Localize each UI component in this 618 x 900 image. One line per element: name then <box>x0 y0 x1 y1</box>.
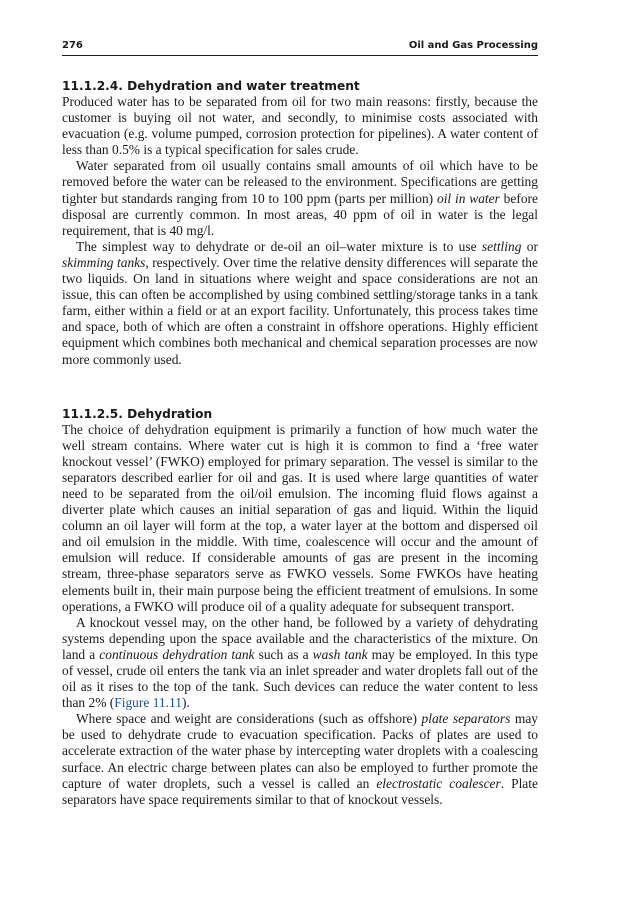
section-heading-dehydration: 11.1.2.5. Dehydration <box>62 406 213 421</box>
paragraph: The choice of dehydration equipment is primarily a function of how much water the well stream contains. Where water cut is high it is common to find a ‘free water knockout vessel’ (FWKO) employed for primary separation. The vessel is similar to the separators described earlier for oil and gas. It is used where large quantities of water need to be separated from the oil/oil emulsion. The incoming fluid flows against a diverter plate which causes an initial separation of gas and liquid. Within the liquid column an oil layer will form at the top, a water layer at the bottom and dispersed oil and oil emulsion in the middle. With time, coalescence will occur and the amount of emulsion will reduce. If considerable amounts of gas are present in the incoming stream, three-phase separators serve as FWKO vessels. Some FWKOs have heating elements built in, their main purpose being the efficient treatment of emulsions. In some operations, a FWKO will produce oil of a quality adequate for subsequent transport. <box>62 421 538 614</box>
paragraph: Water separated from oil usually contains small amounts of oil which have to be removed before the water can be released to the environment. Specifications are getting tighter but standards ranging from 10 to 100 ppm (parts per million) oil in water before disposal are currently common. In most areas, 40 ppm of oil in water is the legal requirement, that is 40 mg/l. <box>62 158 538 238</box>
emphasis-term: settling <box>481 238 522 254</box>
emphasis-term: wash tank <box>312 646 368 662</box>
emphasis-term: oil in water <box>436 190 500 206</box>
page-number: 276 <box>62 40 83 51</box>
paragraph: Where space and weight are considerations (such as offshore) plate separators may be used to dehydrate crude to evacuation specification. Packs of plates are used to accelerate extraction of the water phase by intercepting water droplets with a coalescing surface. An electric charge between plates can also be employed to further promote the capture of water droplets, such a vessel is called an electrostatic coalescer. Plate separators have space requirements similar to that of knockout vessels. <box>62 711 539 807</box>
emphasis-term: plate separators <box>421 711 511 727</box>
running-title: Oil and Gas Processing <box>408 40 538 51</box>
page <box>62 40 538 808</box>
paragraph: A knockout vessel may, on the other hand, be followed by a variety of dehydrating systems depending upon the space available and the characteristics of the mixture. On land a continuous dehydration tank such as a wash tank may be employed. In this type of vessel, crude oil enters the tank via an inlet spreader and water droplets fall out of the oil as it rises to the top of the tank. Such devices can reduce the water content to less than 2% (Figure 11.11). <box>62 614 538 711</box>
paragraph: Produced water has to be separated from oil for two main reasons: firstly, because the customer is buying oil not water, and secondly, to minimise costs associated with evacuation (e.g. volume pumped, corrosion protection for pipelines). A water content of less than 0.5% is a typical specification for sales crude. <box>62 94 538 158</box>
section-heading-dehydration-and-water-treatment: 11.1.2.4. Dehydration and water treatment <box>62 79 360 93</box>
paragraph: The simplest way to dehydrate or de-oil an oil–water mixture is to use settling or skimming tanks, respectively. Over time the relative density differences will separate the two liquids. On land in situations where weight and space considerations are not an issue, this can often be accomplished by using combined settling/storage tanks in a tank farm, either within a field or at an export facility. Unfortunately, this process takes time and space, both of which are often a constraint in offshore operations. Highly efficient equipment which combines both mechanical and chemical separation processes are now more commonly used. <box>62 238 538 367</box>
running-header <box>62 40 538 56</box>
emphasis-term: continuous dehydration tank <box>99 646 255 662</box>
emphasis-term: electrostatic coalescer <box>376 775 501 791</box>
emphasis-term: skimming tanks <box>62 254 146 270</box>
figure-reference-link[interactable]: Figure 11.11 <box>114 695 182 711</box>
